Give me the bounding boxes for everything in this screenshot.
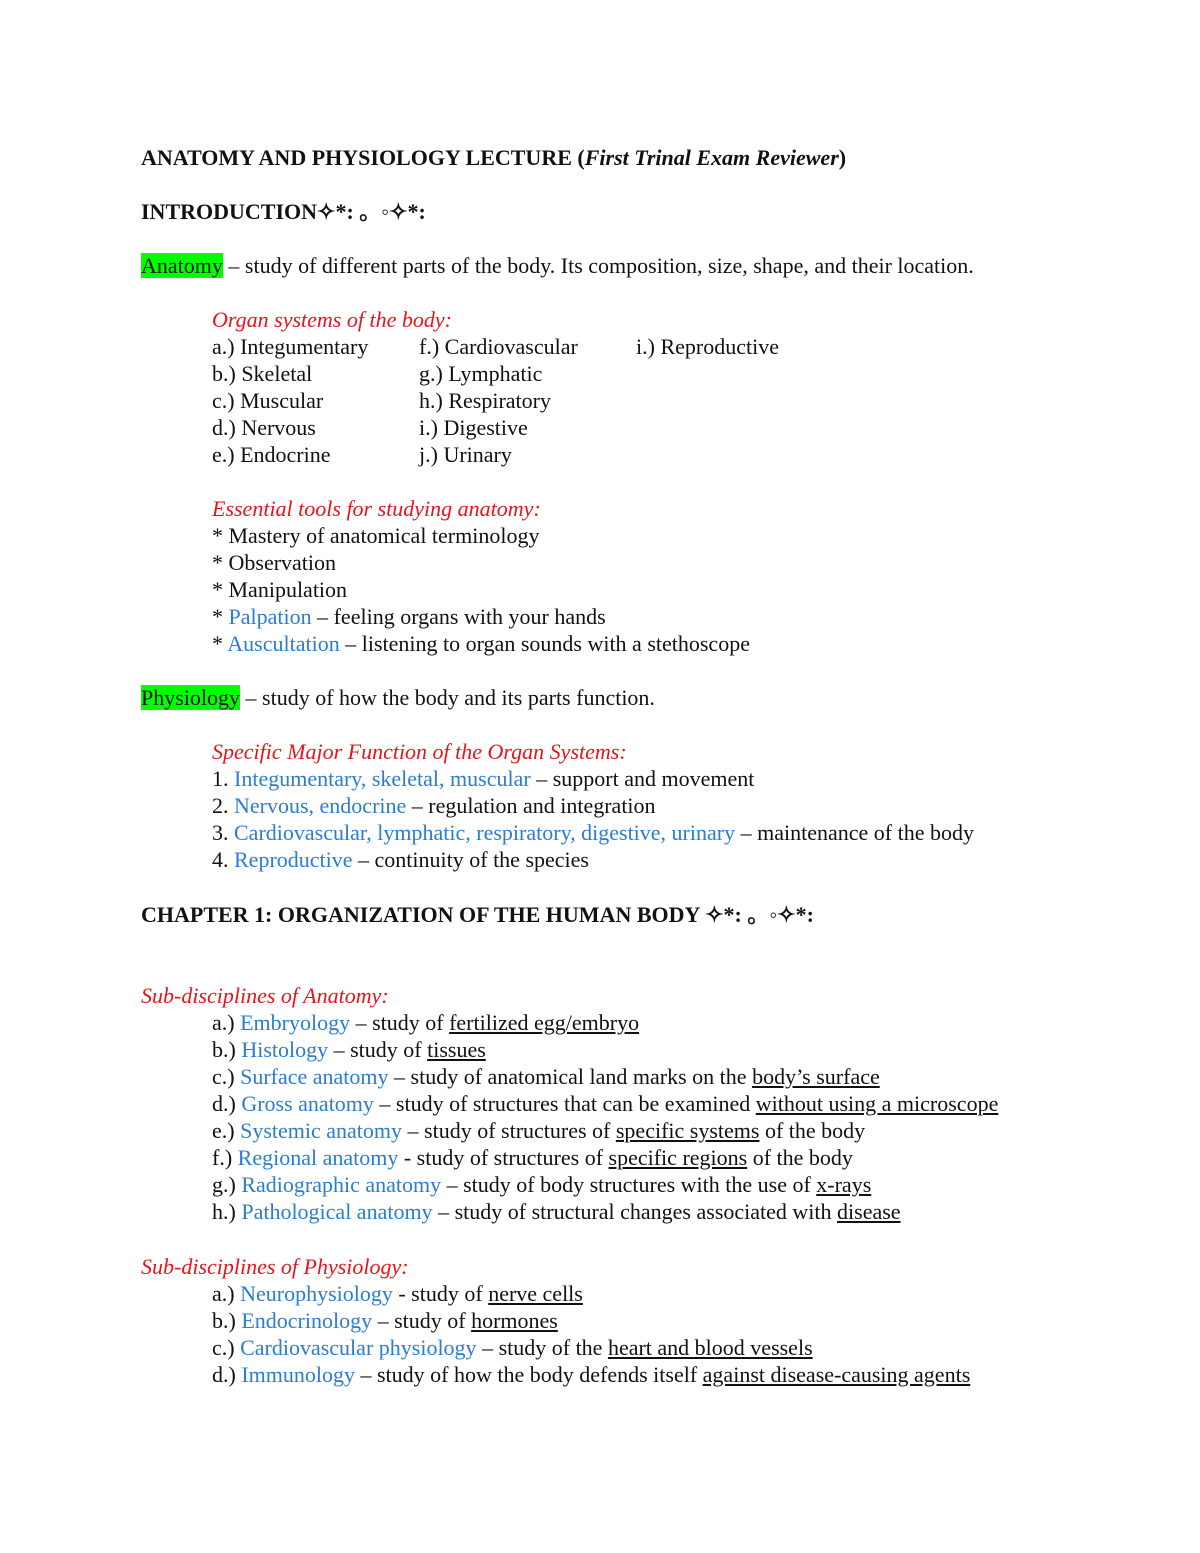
key-phrase: specific regions [608, 1145, 748, 1170]
physiology-subdisciplines-heading: Sub-disciplines of Physiology: [141, 1254, 409, 1279]
subdiscipline-text: – study of how the body defends itself [355, 1362, 703, 1387]
chapter-1-heading: CHAPTER 1: ORGANIZATION OF THE HUMAN BODY ✧*: 。◦✧*: [141, 902, 814, 927]
subdiscipline-term: Pathological anatomy [241, 1199, 433, 1224]
list-item [212, 1361, 970, 1388]
subdiscipline-text: – study of anatomical land marks on the [388, 1064, 753, 1089]
list-item [212, 1090, 998, 1117]
subdiscipline-tail: of the body [759, 1118, 866, 1143]
item-letter: e.) [212, 1118, 241, 1143]
list-item: * Observation [212, 550, 337, 575]
list-item: * Mastery of anatomical terminology [212, 523, 540, 548]
subdiscipline-text: – study of [372, 1308, 472, 1333]
key-phrase: specific systems [615, 1118, 760, 1143]
key-phrase: heart and blood vessels [607, 1335, 813, 1360]
subdiscipline-term: Immunology [241, 1362, 355, 1387]
subdiscipline-term: Systemic anatomy [240, 1118, 403, 1143]
subdiscipline-term: Radiographic anatomy [241, 1172, 442, 1197]
item-letter: g.) [212, 1172, 242, 1197]
physiology-term: Physiology [141, 685, 241, 710]
key-phrase: without using a microscope [755, 1091, 999, 1116]
tools-heading: Essential tools for studying anatomy: [212, 496, 541, 521]
list-item: j.) Urinary [419, 442, 512, 467]
subdiscipline-text: – study of [328, 1037, 428, 1062]
item-letter: b.) [212, 1037, 242, 1062]
item-number: 3. [212, 820, 234, 845]
subdiscipline-text: - study of [392, 1281, 489, 1306]
item-letter: a.) [212, 1010, 241, 1035]
subdiscipline-text: – study of structures that can be examined [373, 1091, 756, 1116]
list-item [212, 1036, 486, 1063]
item-number: 1. [212, 766, 234, 791]
bullet: * [212, 604, 229, 629]
auscultation-text: – listening to organ sounds with a stethoscope [339, 631, 750, 656]
key-phrase: hormones [471, 1308, 558, 1333]
list-item [212, 1307, 558, 1334]
subdiscipline-text: – study of the [476, 1335, 608, 1360]
list-item [212, 765, 754, 792]
list-item [212, 792, 656, 819]
title-subtitle: First Trinal Exam Reviewer [584, 145, 839, 170]
function-term: Nervous, endocrine [234, 793, 407, 818]
item-number: 4. [212, 847, 234, 872]
item-number: 2. [212, 793, 234, 818]
list-item [212, 1009, 639, 1036]
subdiscipline-term: Surface anatomy [240, 1064, 389, 1089]
item-letter: d.) [212, 1362, 242, 1387]
item-letter: b.) [212, 1308, 242, 1333]
key-phrase: body’s surface [752, 1064, 880, 1089]
list-item: * Manipulation [212, 577, 348, 602]
key-phrase: x-rays [816, 1172, 872, 1197]
auscultation-term: Auscultation [227, 631, 340, 656]
list-item: d.) Nervous [212, 415, 316, 440]
function-text: – continuity of the species [352, 847, 589, 872]
subdiscipline-text: – study of structural changes associated with [432, 1199, 838, 1224]
list-item [212, 603, 606, 630]
key-phrase: against disease-causing agents [702, 1362, 971, 1387]
subdiscipline-tail: of the body [747, 1145, 853, 1170]
subdiscipline-term: Endocrinology [241, 1308, 373, 1333]
list-item [212, 1198, 901, 1225]
subdiscipline-term: Cardiovascular physiology [240, 1335, 477, 1360]
item-letter: c.) [212, 1335, 241, 1360]
physiology-definition-text: – study of how the body and its parts function. [240, 685, 655, 710]
list-item: i.) Reproductive [636, 334, 779, 359]
function-term: Integumentary, skeletal, muscular [234, 766, 531, 791]
list-item [212, 1334, 813, 1361]
key-phrase: disease [837, 1199, 901, 1224]
item-letter: a.) [212, 1281, 241, 1306]
list-item: e.) Endocrine [212, 442, 331, 467]
list-item: c.) Muscular [212, 388, 324, 413]
organ-systems-heading: Organ systems of the body: [212, 307, 452, 332]
organ-systems-column-1 [212, 333, 368, 468]
physiology-definition [141, 684, 655, 711]
key-phrase: nerve cells [488, 1281, 583, 1306]
list-item: i.) Digestive [419, 415, 528, 440]
function-text: – maintenance of the body [735, 820, 974, 845]
key-phrase: fertilized egg/embryo [449, 1010, 640, 1035]
list-item [212, 819, 974, 846]
anatomy-definition-text: – study of different parts of the body. Its composition, size, shape, and their location. [222, 253, 974, 278]
subdiscipline-term: Neurophysiology [240, 1281, 393, 1306]
key-phrase: tissues [427, 1037, 486, 1062]
list-item [212, 1063, 880, 1090]
subdiscipline-term: Gross anatomy [241, 1091, 374, 1116]
function-term: Cardiovascular, lymphatic, respiratory, digestive, urinary [234, 820, 736, 845]
title-close: ) [838, 145, 847, 170]
palpation-term: Palpation [228, 604, 312, 629]
item-letter: d.) [212, 1091, 242, 1116]
function-text: – support and movement [530, 766, 755, 791]
list-item [212, 1171, 871, 1198]
palpation-text: – feeling organs with your hands [311, 604, 606, 629]
item-letter: f.) [212, 1145, 238, 1170]
list-item: b.) Skeletal [212, 361, 313, 386]
title-text: ANATOMY AND PHYSIOLOGY LECTURE ( [141, 145, 585, 170]
function-term: Reproductive [234, 847, 353, 872]
introduction-heading: INTRODUCTION✧*: 。◦✧*: [141, 199, 426, 224]
list-item [212, 846, 589, 873]
list-item: a.) Integumentary [212, 334, 369, 359]
organ-systems-column-2 [419, 333, 578, 468]
list-item [212, 1280, 583, 1307]
subdiscipline-text: – study of [350, 1010, 450, 1035]
document-title [141, 144, 846, 171]
item-letter: h.) [212, 1199, 242, 1224]
list-item [212, 1117, 865, 1144]
anatomy-definition [141, 252, 974, 279]
subdiscipline-term: Regional anatomy [237, 1145, 399, 1170]
subdiscipline-term: Histology [241, 1037, 329, 1062]
item-letter: c.) [212, 1064, 241, 1089]
anatomy-term: Anatomy [141, 253, 223, 278]
functions-heading: Specific Major Function of the Organ Systems: [212, 739, 627, 764]
anatomy-subdisciplines-heading: Sub-disciplines of Anatomy: [141, 983, 389, 1008]
function-text: – regulation and integration [406, 793, 656, 818]
organ-systems-column-3 [636, 333, 779, 360]
list-item [212, 630, 750, 657]
list-item: f.) Cardiovascular [419, 334, 578, 359]
subdiscipline-term: Embryology [240, 1010, 351, 1035]
list-item: g.) Lymphatic [419, 361, 543, 386]
list-item: h.) Respiratory [419, 388, 551, 413]
bullet: * [212, 631, 228, 656]
subdiscipline-text: – study of body structures with the use of [441, 1172, 817, 1197]
subdiscipline-text: - study of structures of [398, 1145, 609, 1170]
list-item [212, 1144, 853, 1171]
subdiscipline-text: – study of structures of [402, 1118, 616, 1143]
